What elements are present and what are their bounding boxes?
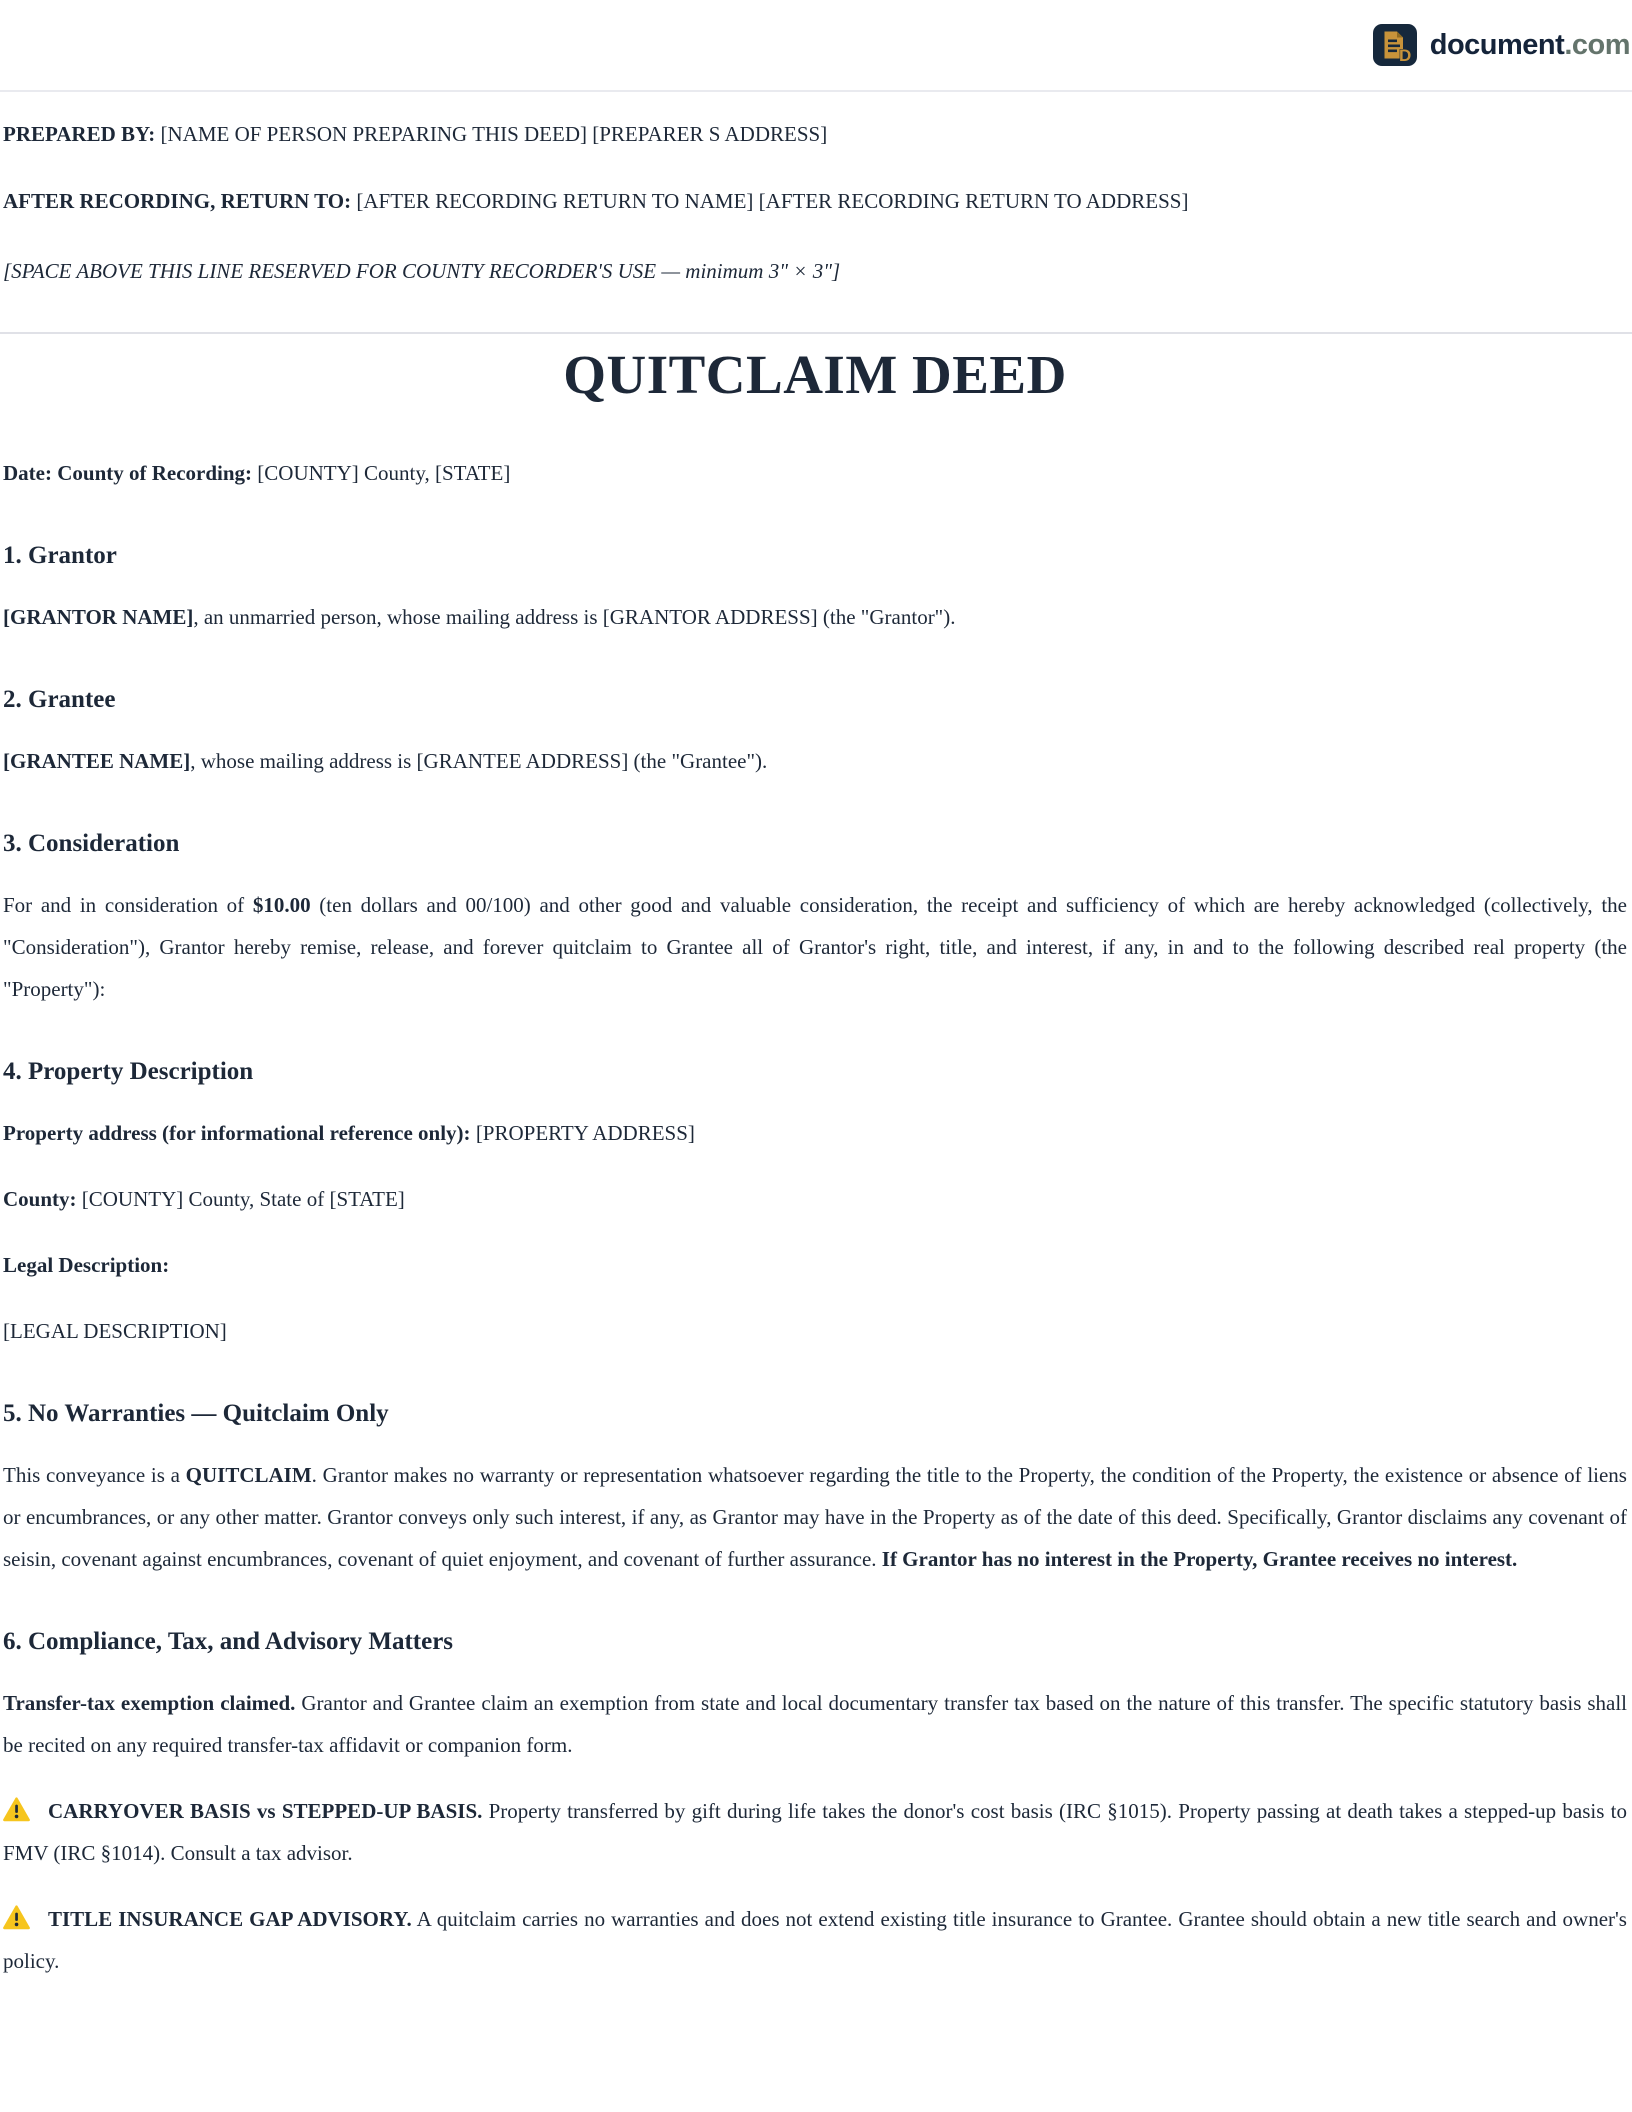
grantee-text: , whose mailing address is [GRANTEE ADDRESS] (the "Grantee"). [190, 749, 768, 773]
county-value: [COUNTY] County, State of [STATE] [76, 1187, 405, 1211]
prepared-by-line [3, 113, 1627, 155]
title-insurance-text: A quitclaim carries no warranties and does not extend existing title insurance to Grantee. Grantee should obtain a new title search and owner's policy. [3, 1907, 1627, 1973]
prepared-by-label: PREPARED BY: [3, 122, 156, 146]
warning-icon [3, 1799, 48, 1823]
grantee-name-placeholder: [GRANTEE NAME] [3, 749, 191, 773]
carryover-basis-label: CARRYOVER BASIS vs STEPPED-UP BASIS. [48, 1799, 483, 1823]
date-county-line [3, 452, 1627, 494]
legal-description-label-line [3, 1244, 1627, 1286]
transfer-tax-label: Transfer-tax exemption claimed. [3, 1691, 296, 1715]
prepared-by-value: [NAME OF PERSON PREPARING THIS DEED] [PREPARER S ADDRESS] [155, 122, 828, 146]
section-divider [0, 332, 1632, 334]
grantee-paragraph [3, 740, 1627, 782]
property-address-value: [PROPERTY ADDRESS] [470, 1121, 695, 1145]
grantor-name-placeholder: [GRANTOR NAME] [3, 605, 194, 629]
warning-icon [3, 1907, 48, 1931]
heading-compliance: 6. Compliance, Tax, and Advisory Matters [3, 1628, 454, 1655]
heading-consideration: 3. Consideration [3, 830, 180, 857]
no-warranties-pre: This conveyance is a [3, 1463, 186, 1487]
heading-no-warranties: 5. No Warranties — Quitclaim Only [3, 1400, 389, 1427]
quitclaim-bold: QUITCLAIM [185, 1463, 312, 1487]
consideration-amount: $10.00 [252, 893, 311, 917]
grantor-paragraph [3, 596, 1627, 638]
svg-text:D: D [1398, 46, 1412, 65]
transfer-tax-paragraph [3, 1682, 1627, 1766]
site-header [0, 0, 1632, 92]
brand-name [1430, 29, 1630, 62]
return-to-label: AFTER RECORDING, RETURN TO: [3, 189, 352, 213]
consideration-post: (ten dollars and 00/100) and other good and valuable consideration, the receipt and sufficiency of which are hereby acknowledged (collectively, the "Consideration"), Grantor hereby remise, release, and forever quitclaim to Grantee all of Grantor's right, title, and interest, if any, in and to the following described real property (the "Property"): [3, 893, 1628, 1001]
recorder-space-note: [SPACE ABOVE THIS LINE RESERVED FOR COUNTY RECORDER'S USE — minimum 3" × 3"] [3, 259, 841, 283]
heading-property-description: 4. Property Description [3, 1058, 254, 1085]
grantor-text: , an unmarried person, whose mailing address is [GRANTOR ADDRESS] (the "Grantor"). [193, 605, 956, 629]
carryover-basis-warning [3, 1790, 1627, 1874]
deed-document [0, 92, 1632, 1982]
heading-grantee: 2. Grantee [3, 686, 116, 713]
title-insurance-warning [3, 1898, 1627, 1982]
no-interest-bold: If Grantor has no interest in the Property, Grantee receives no interest. [881, 1547, 1518, 1571]
no-warranties-paragraph [3, 1454, 1627, 1580]
brand-logo-link[interactable] [1373, 24, 1630, 66]
page-title: QUITCLAIM DEED [563, 344, 1067, 405]
brand-tld: .com [1564, 28, 1630, 61]
county-line [3, 1178, 1627, 1220]
property-address-line [3, 1112, 1627, 1154]
brand-word: document [1429, 28, 1565, 61]
title-insurance-label: TITLE INSURANCE GAP ADVISORY. [48, 1907, 412, 1931]
legal-description-value: [LEGAL DESCRIPTION] [3, 1319, 227, 1343]
no-warranties-mid: . Grantor makes no warranty or representation whatsoever regarding the title to the Property, the condition of the Property, the existence or absence of liens or encumbrances, or any other matter. Grantor conveys only such interest, if any, as Grantor may have in the Property as of the date of this deed. Specifically, Grantor disclaims any covenant of seisin, covenant against encumbrances, covenant of quiet enjoyment, and covenant of further assurance. [3, 1463, 1627, 1571]
return-to-value: [AFTER RECORDING RETURN TO NAME] [AFTER RECORDING RETURN TO ADDRESS] [351, 189, 1189, 213]
date-county-value: [COUNTY] County, [STATE] [252, 461, 511, 485]
heading-grantor: 1. Grantor [3, 542, 117, 569]
date-county-label: Date: County of Recording: [3, 461, 253, 485]
consideration-paragraph [3, 884, 1627, 1010]
consideration-pre: For and in consideration of [3, 893, 253, 917]
carryover-basis-text: Property transferred by gift during life takes the donor's cost basis (IRC §1015). Property passing at death takes a stepped-up basis to FMV (IRC §1014). Consult a tax advisor. [3, 1799, 1627, 1865]
property-address-label: Property address (for informational reference only): [3, 1121, 471, 1145]
return-to-line [3, 180, 1627, 222]
legal-description-label: Legal Description: [3, 1253, 170, 1277]
document-logo-icon [1373, 24, 1417, 66]
transfer-tax-text: Grantor and Grantee claim an exemption from state and local documentary transfer tax based on the nature of this transfer. The specific statutory basis shall be recited on any required transfer-tax affidavit or companion form. [3, 1691, 1627, 1757]
county-label: County: [3, 1187, 77, 1211]
